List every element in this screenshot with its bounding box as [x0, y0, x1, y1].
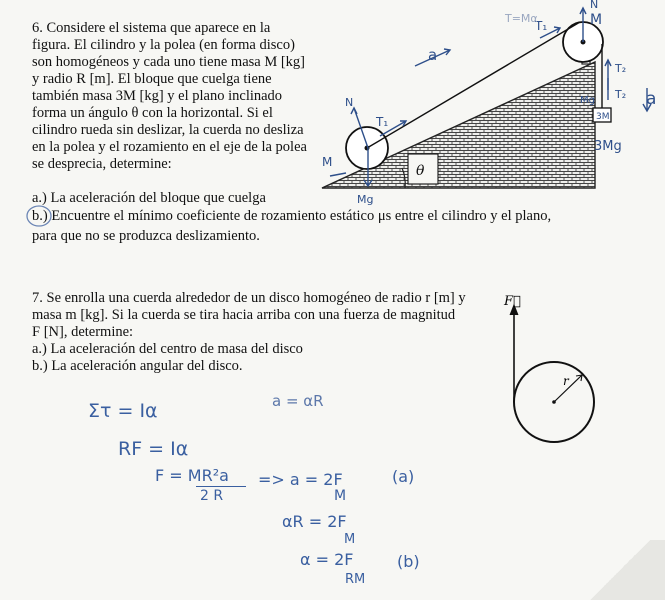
- p6-line-5: también masa 3M [kg] y el plano inclinado: [32, 88, 283, 104]
- label-Mg-cylinder: Mg: [357, 193, 374, 205]
- label-N-pulley: N: [590, 0, 599, 11]
- label-a-incline: a: [428, 46, 438, 64]
- hw-F-eq-den: 2 R: [200, 488, 224, 504]
- p7-line-1: 7. Se enrolla una cuerda alrededor de un disco homogéneo de radio r [m] y: [32, 290, 466, 306]
- label-N-cylinder: N: [345, 96, 354, 109]
- hw-a-result-num: => a = 2F: [258, 470, 343, 489]
- hw-RF-Ialpha: RF = Iα: [118, 438, 189, 460]
- hw-a-alpha-R: a = αR: [272, 392, 324, 410]
- label-T2-a: T₂: [615, 62, 627, 75]
- p6-line-8: en la polea y el rozamiento en el eje de la polea: [32, 139, 307, 155]
- p6-line-9: se desprecia, determine:: [32, 156, 172, 172]
- label-T1-top: T₁: [535, 19, 548, 33]
- label-r: r: [563, 374, 569, 388]
- figure-inclined-plane: [310, 0, 665, 205]
- arrow-friction: [330, 173, 346, 176]
- hw-label-b: (b): [397, 552, 420, 571]
- hw-label-a: (a): [392, 467, 415, 486]
- disc-center: [552, 400, 556, 404]
- figure-disc: [495, 295, 645, 455]
- label-F: F⃗: [504, 295, 521, 309]
- label-T-eq: T=Mα: [505, 12, 538, 25]
- label-theta: θ: [416, 163, 425, 179]
- page-corner-shadow: [575, 540, 665, 600]
- p6-line-6: forma un ángulo θ con la horizontal. Si el: [32, 105, 273, 121]
- hw-alphaR-den: M: [344, 532, 356, 547]
- label-T1-low: T₁: [376, 115, 389, 129]
- p6-part-a: a.) La aceleración del bloque que cuelga: [32, 190, 266, 206]
- p6-line-4: y radio R [m]. El bloque que cuelga tiene: [32, 71, 272, 87]
- p6-part-b-line1: b.) Encuentre el mínimo coeficiente de rozamiento estático μs entre el cilindro y el plano,: [32, 208, 552, 224]
- label-Mg-pulley: Mg: [580, 95, 595, 106]
- hw-torque-sum: Στ = Iα: [88, 400, 158, 422]
- label-block: 3M: [596, 112, 610, 122]
- label-3Mg: 3Mg: [594, 139, 622, 154]
- p6-line-7: cilindro rueda sin deslizar, la cuerda no desliza: [32, 122, 304, 138]
- hw-alphaR-num: αR = 2F: [282, 512, 347, 531]
- hw-alpha-num: α = 2F: [300, 550, 354, 569]
- hw-fraction-bar: [196, 486, 246, 487]
- p6-part-b-line2: para que no se produzca deslizamiento.: [32, 228, 260, 244]
- p6-line-3: son homogéneos y cada uno tiene masa M [kg]: [32, 54, 306, 70]
- p7-part-b: b.) La aceleración angular del disco.: [32, 358, 243, 374]
- p6-line-1: 6. Considere el sistema que aparece en la: [32, 20, 271, 36]
- circle-mark-b: [24, 203, 54, 229]
- hw-F-eq-num: F = MR²a: [155, 466, 229, 485]
- p7-line-2: masa m [kg]. Si la cuerda se tira hacia arriba con una fuerza de magnitud: [32, 307, 456, 323]
- label-a-right: a: [646, 89, 657, 109]
- label-M-pulley: M: [590, 12, 603, 28]
- hw-a-result-den: M: [334, 488, 347, 504]
- p7-part-a: a.) La aceleración del centro de masa del disco: [32, 341, 303, 357]
- label-T2-b: T₂: [615, 88, 627, 101]
- hw-alpha-den: RM: [345, 572, 366, 587]
- label-M-cylinder: M: [322, 155, 333, 169]
- p6-line-2: figura. El cilindro y la polea (en forma disco): [32, 37, 295, 53]
- p7-line-3: F [N], determine:: [32, 324, 134, 340]
